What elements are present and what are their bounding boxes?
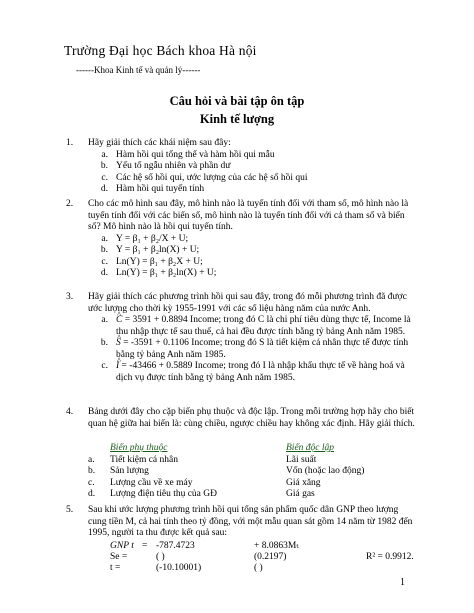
question-2 bbox=[66, 199, 416, 280]
regression-row: Se = ( ) (0.2197) R² = 0.9912. bbox=[110, 552, 414, 562]
table-row: b. Sản lượng Vốn (hoặc lao động) bbox=[88, 466, 365, 476]
page-number: 1 bbox=[400, 577, 405, 588]
question-number: 1. bbox=[66, 138, 74, 148]
question-1 bbox=[66, 138, 416, 196]
question-stem: Sau khi ước lượng phương trình hồi qui tổng sản phẩm quốc dân GNP theo lượng cung tiền M, cả hai tính theo tỷ đồng, với một mẫu quan sát gồm 14 năm từ 1982 đến 1995, người ta thu được kết quả sau: bbox=[88, 505, 413, 538]
r-squared: R² = 0.9912. bbox=[366, 552, 414, 562]
question-number: 2. bbox=[66, 199, 74, 209]
list-item: a. ^ C = 3591 + 0.8894 Income; trong đó C là chi phí tiêu dùng thực tế, Income là thu nhập thực tế sau thuế, cả hai đều được tính bằng tỷ bảng Anh năm 1985. bbox=[88, 315, 416, 338]
list-item: c. ^ I = -43466 + 0.5889 Income; trong đó I là nhập khẩu thực tế về hàng hoá và dịch vụ được tính bằng tỷ bảng Anh năm 1985. bbox=[88, 361, 416, 384]
question-stem: Hãy giải thích các khái niệm sau đây: bbox=[88, 138, 231, 148]
question-4 bbox=[66, 407, 416, 430]
list-item: d. Hàm hồi qui tuyến tính bbox=[100, 184, 205, 194]
regression-row: GNP t = -787.4723 + 8.0863Mₜ bbox=[110, 541, 299, 551]
equation-symbol: ^ S bbox=[116, 338, 121, 350]
question-number: 4. bbox=[66, 407, 74, 417]
list-item: b. Yếu tố ngẫu nhiên và phần dư bbox=[100, 161, 231, 171]
table-row: d. Lượng điện tiêu thụ của GĐ Giá gas bbox=[88, 489, 315, 499]
variable-table bbox=[88, 443, 436, 501]
question-number: 3. bbox=[66, 292, 74, 302]
list-item: c. Các hệ số hồi qui, ước lượng của các hệ số hồi qui bbox=[101, 172, 308, 183]
question-number: 5. bbox=[66, 505, 74, 515]
regression-result bbox=[110, 541, 414, 574]
faculty-name: ------Khoa Kinh tế và quản lý------ bbox=[76, 65, 201, 75]
list-item: a. Y = β₁ + β₂/X + U; bbox=[101, 233, 189, 244]
question-stem: Bảng dưới đây cho cặp biến phụ thuộc và độc lập. Trong mỗi trường hợp hãy cho biết quan hệ giữa hai biến là: cùng chiều, ngược chiều hay không xác định. Hãy giải thích. bbox=[88, 407, 415, 429]
sub-item-list bbox=[88, 315, 416, 384]
document-subtitle: Kinh tế lượng bbox=[199, 112, 275, 126]
school-name: Trường Đại học Bách khoa Hà nội bbox=[64, 43, 257, 58]
document-title: Câu hỏi và bài tập ôn tập bbox=[169, 94, 305, 108]
list-item: c. Ln(Y) = β₁ + β₂X + U; bbox=[101, 256, 203, 267]
question-3 bbox=[66, 292, 416, 384]
sub-item-list bbox=[88, 234, 416, 280]
column-header-independent: Biến độc lập bbox=[286, 443, 335, 453]
list-item: a. Hàm hồi qui tổng thể và hàm hồi qui mẫu bbox=[101, 149, 275, 160]
list-item: b. Y = β₁ + β₂ln(X) + U; bbox=[100, 245, 200, 255]
question-stem: Hãy giải thích các phương trình hồi qui sau đây, trong đó mỗi phương trình đã được ước lượng cho thời kỳ 1955-1991 với các số liệu hàng năm của nước Anh. bbox=[88, 292, 407, 314]
table-row: a. Tiết kiệm cá nhân Lãi suất bbox=[88, 454, 317, 465]
table-header-row bbox=[88, 443, 436, 455]
column-header-dependent: Biến phụ thuộc bbox=[110, 443, 168, 453]
list-item: d. Ln(Y) = β₁ + β₂ln(X) + U; bbox=[100, 268, 217, 278]
regression-row: t = (-10.10001) ( ) bbox=[110, 563, 263, 573]
sub-item-list bbox=[88, 150, 416, 196]
list-item: b. ^ S = -3591 + 0.1106 Income; trong đó S là tiết kiệm cá nhân thực tế được tính bằng tỷ bảng Anh năm 1985. bbox=[88, 338, 416, 361]
table-row: c. Lượng cầu về xe máy Giá xăng bbox=[88, 477, 321, 488]
question-5 bbox=[66, 505, 416, 540]
equation-symbol: ^ I bbox=[116, 361, 119, 373]
equation-symbol: ^ C bbox=[116, 315, 122, 327]
question-stem: Cho các mô hình sau đây, mô hình nào là tuyến tính đối với tham số, mô hình nào là tuyến tính đối với các biến số, mô hình nào là tuyến tính đối với cả tham số và biến số? Mô hình nào là hồi qui tuyến tính. bbox=[88, 199, 409, 232]
